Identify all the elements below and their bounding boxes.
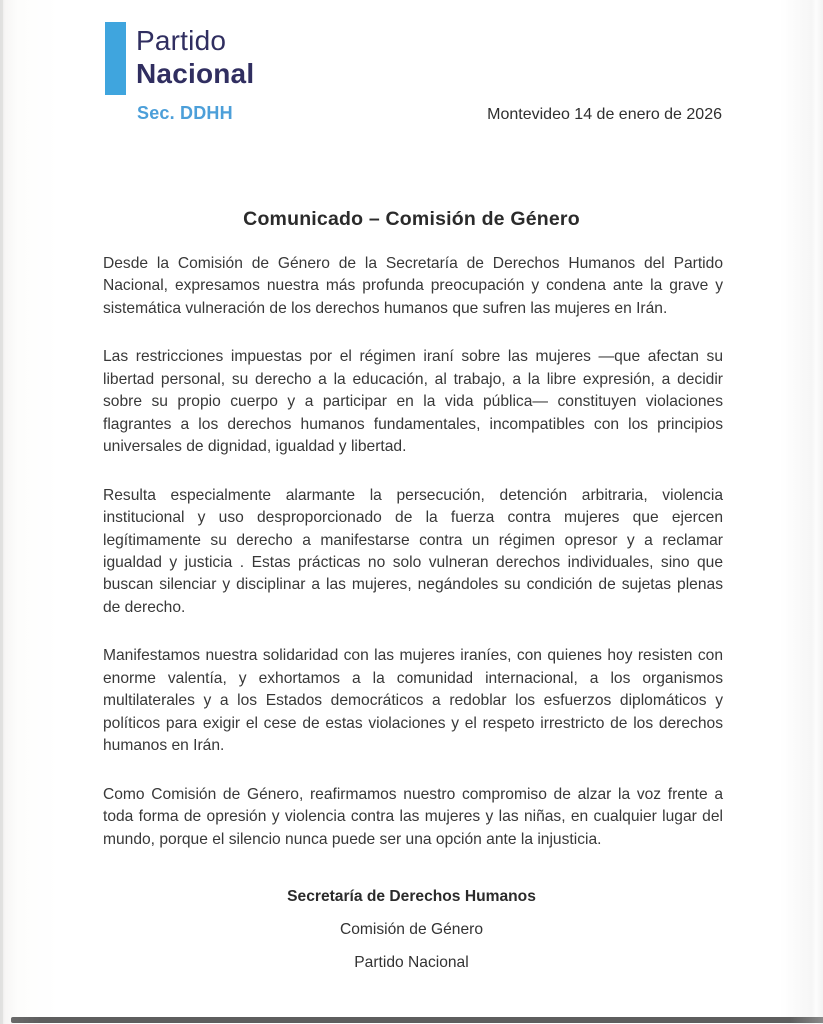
- logo-subtitle-sec-ddhh: Sec. DDHH: [137, 103, 233, 123]
- signature-block: [0, 886, 823, 985]
- scan-left-edge: [0, 0, 3, 1024]
- paragraph-1: Desde la Comisión de Género de la Secretaría de Derechos Humanos del Partido Nacional, expresamos nuestra más profunda preocupación y condena ante la grave y sistemática vulneración de los derechos humanos que sufren las mujeres en Irán.: [103, 255, 723, 317]
- logo-word-partido: Partido: [136, 25, 227, 56]
- paragraph-5: Como Comisión de Género, reafirmamos nuestro compromiso de alzar la voz frente a toda forma de opresión y violencia contra las mujeres y las niñas, en cualquier lugar del mundo, porque el silencio nunca puede ser una opción ante la injusticia.: [103, 785, 723, 848]
- signature-line-partido: Partido Nacional: [354, 954, 469, 971]
- document-body: [103, 253, 723, 877]
- paragraph-4: Manifestamos nuestra solidaridad con las mujeres iraníes, con quienes hoy resisten con enorme valentía, y exhortamos a la comunidad internacional, a los organismos multilaterales y a los Estados democráticos a redoblar los esfuerzos diplomáticos y políticos para exigir el cese de estas violaciones y el respeto irrestricto de los derechos humanos en Irán.: [103, 647, 723, 755]
- partido-nacional-logo: [136, 24, 254, 90]
- logo-word-nacional: Nacional: [136, 58, 255, 89]
- paragraph-3: Resulta especialmente alarmante la persecución, detención arbitraria, violencia institucional y uso desproporcionado de la fuerza contra mujeres que ejercen legítimamente su derecho a manifestarse contra un régimen opresor y a reclamar igualdad y justicia . Estas prácticas no solo vulneran derechos individuales, sino que buscan silenciar y disciplinar a las mujeres, negándoles su condición de sujetas plenas de derecho.: [103, 486, 723, 616]
- partido-nacional-logo-bar: [105, 22, 126, 95]
- scan-bottom-edge-shadow: [11, 1017, 823, 1023]
- dateline: Montevideo 14 de enero de 2026: [487, 106, 722, 123]
- paragraph-2: Las restricciones impuestas por el régimen iraní sobre las mujeres —que afectan su libertad personal, su derecho a la educación, al trabajo, a la libre expresión, a decidir sobre su propio cuerpo y a participar en la vida pública— constituyen violaciones flagrantes a los derechos humanos fundamentales, incompatibles con los principios universales de dignidad, igualdad y libertad.: [103, 348, 723, 456]
- document-title: Comunicado – Comisión de Género: [243, 208, 580, 230]
- signature-line-comision: Comisión de Género: [339, 921, 484, 938]
- signature-line-secretaria: Secretaría de Derechos Humanos: [287, 888, 536, 905]
